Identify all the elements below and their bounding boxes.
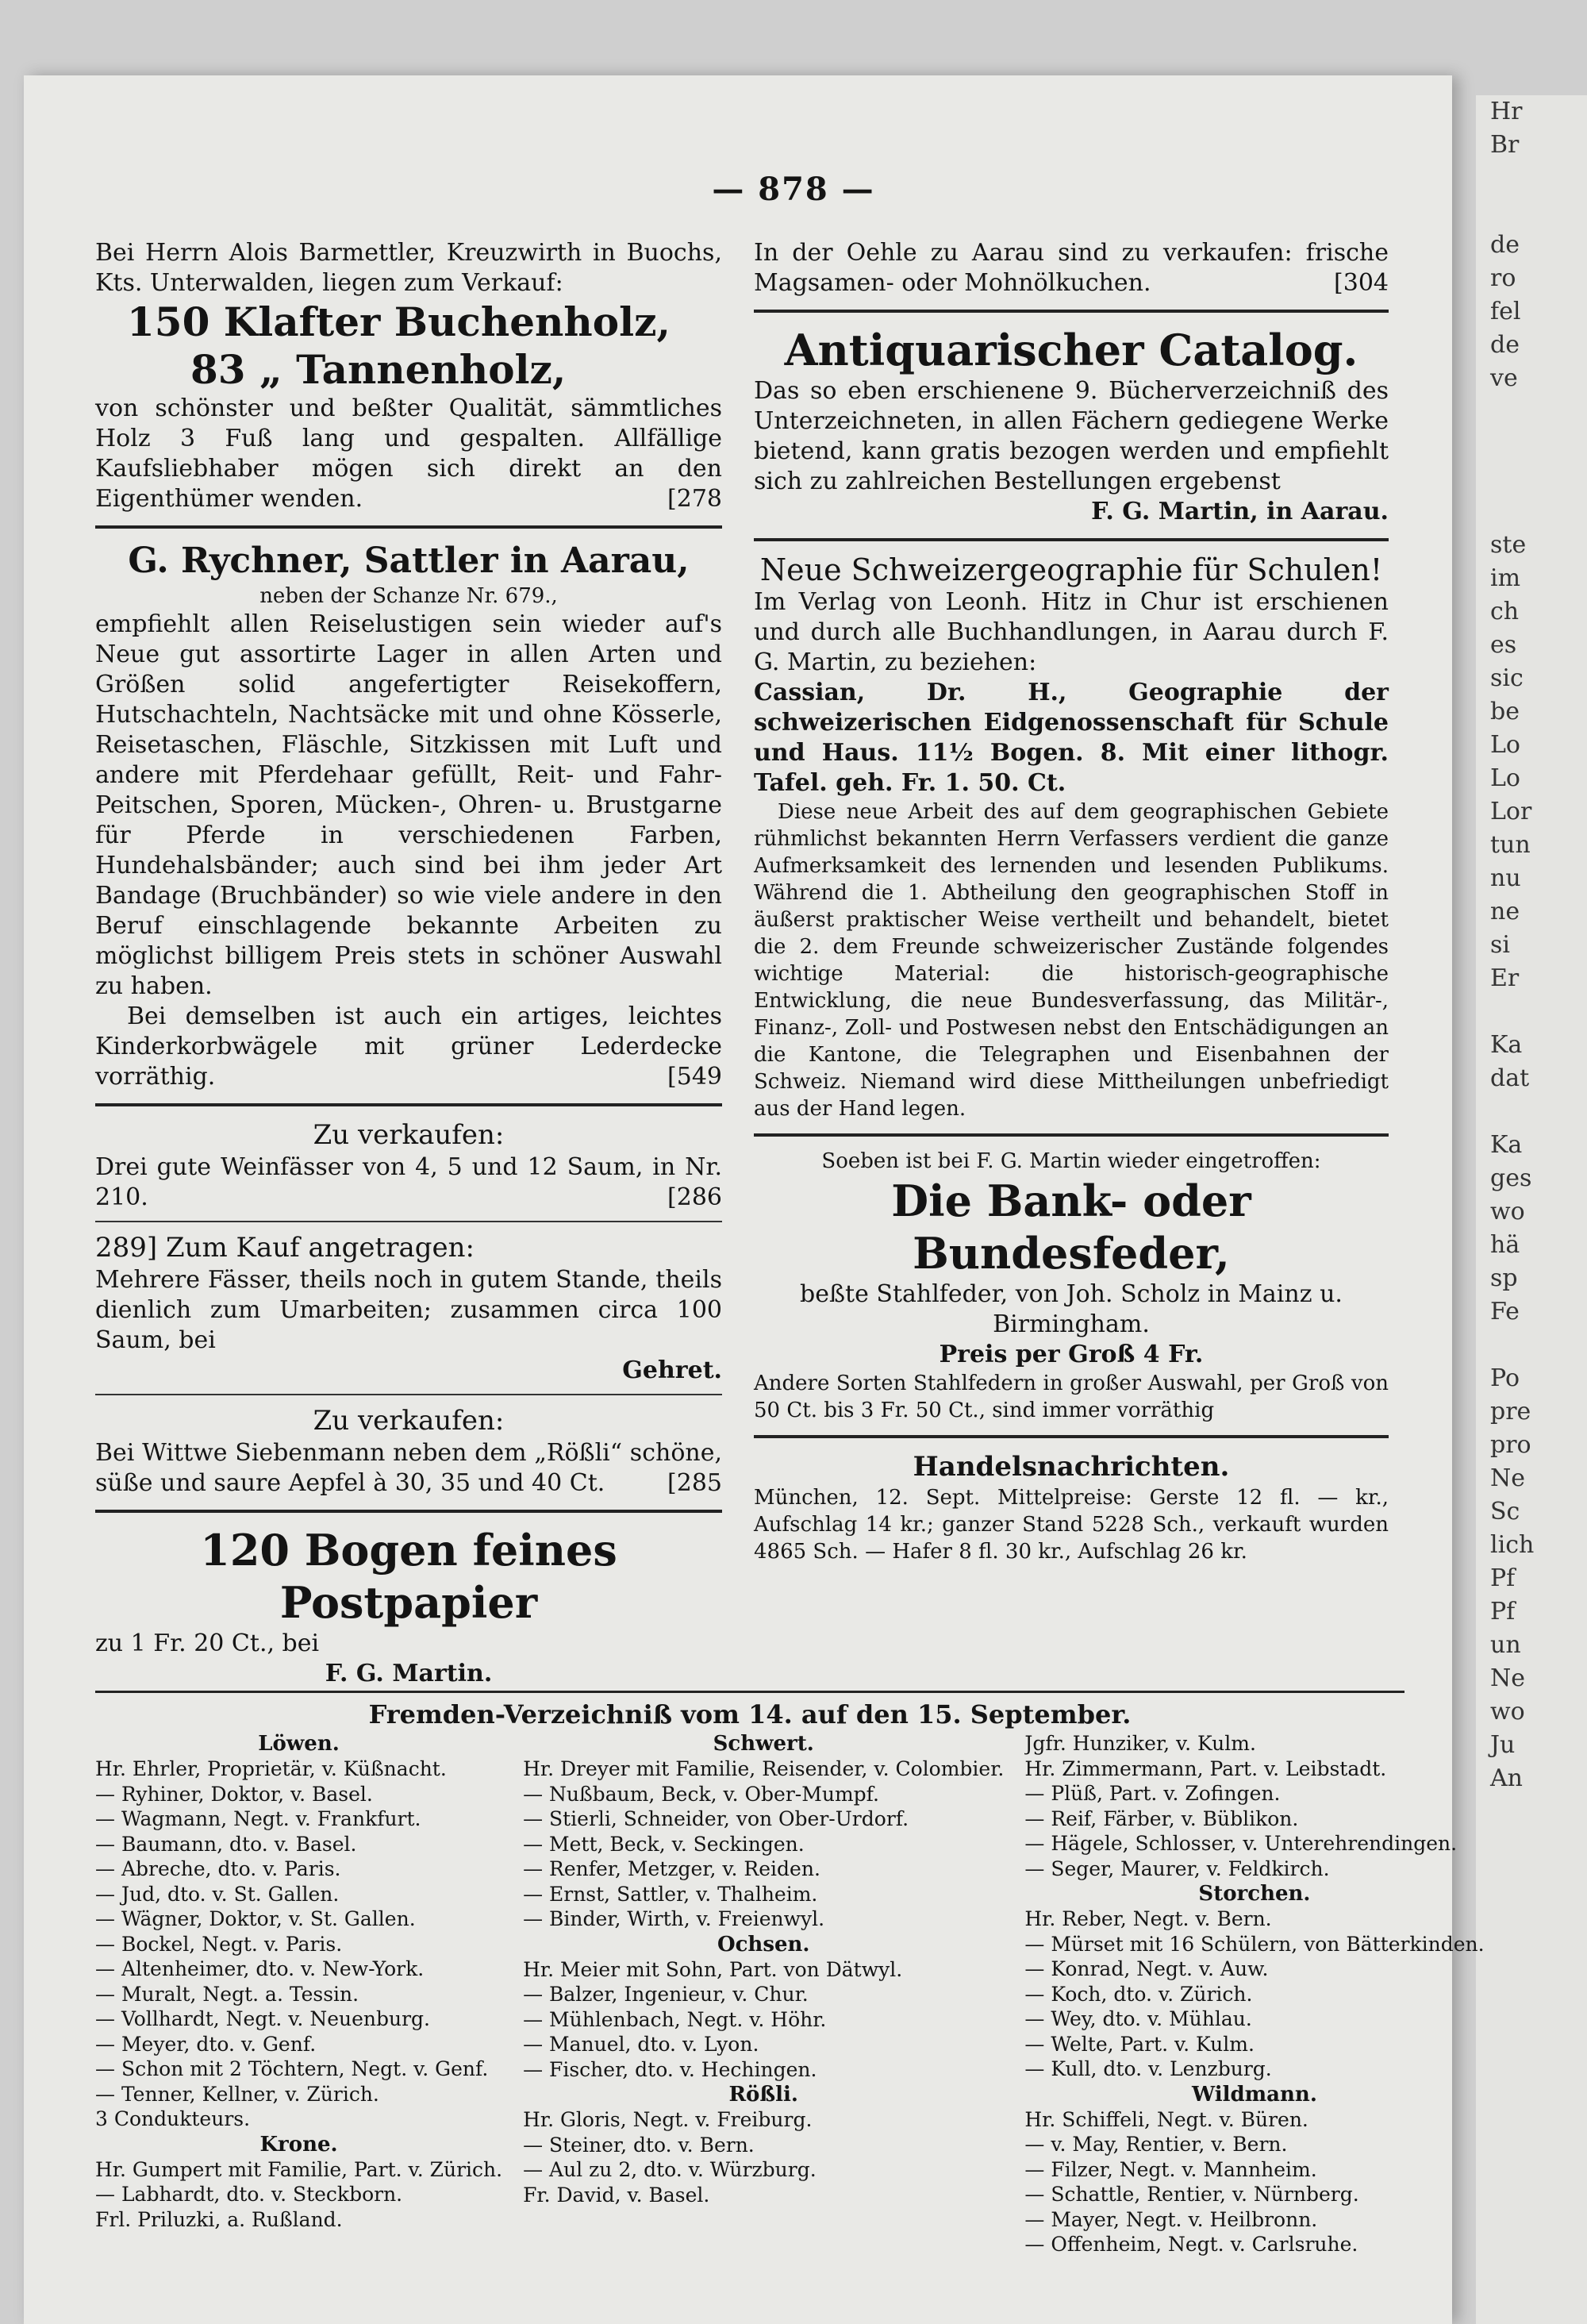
- strip-fragment: Ka: [1490, 1031, 1523, 1059]
- strip-fragment: Ka: [1490, 1131, 1523, 1159]
- ad-faesser1-ref: [286: [667, 1183, 722, 1211]
- strip-fragment: wo: [1490, 1198, 1525, 1225]
- guest-entry: Frl. Priluzki, a. Rußland.: [95, 2207, 343, 2231]
- ad-aepfel-heading: Zu verkaufen:: [313, 1405, 505, 1437]
- guest-entry: — Wey, dto. v. Mühlau.: [1024, 2007, 1252, 2030]
- divider: [95, 1394, 722, 1395]
- ad-faesser1: [95, 1118, 722, 1213]
- ad-feder-sub: beßte Stahlfeder, von Joh. Scholz in Mainz u. Birmingham.: [800, 1280, 1343, 1338]
- ad-faesser1-text: Drei gute Weinfässer von 4, 5 und 12 Saum, in Nr. 210.: [95, 1153, 722, 1211]
- guest-entry: — Wagmann, Negt. v. Frankfurt.: [95, 1807, 421, 1830]
- ad-holz-body: [95, 394, 722, 514]
- strip-fragment: [1476, 462, 1587, 495]
- ad-feder-intro: Soeben ist bei F. G. Martin wieder eingetroffen:: [821, 1149, 1321, 1173]
- right-column: [754, 238, 1389, 1570]
- ad-faesser2: [95, 1230, 722, 1386]
- divider: [754, 1133, 1389, 1137]
- strip-fragment: ne: [1490, 898, 1520, 925]
- guest-entry: — Filzer, Negt. v. Mannheim.: [1024, 2157, 1317, 2181]
- guest-entry: — Mett, Beck, v. Seckingen.: [523, 1832, 805, 1856]
- ad-papier-sig: F. G. Martin.: [325, 1660, 493, 1687]
- guest-entry: — Abreche, dto. v. Paris.: [95, 1857, 341, 1880]
- ad-papier-title: 120 Bogen feines Postpapier: [200, 1525, 617, 1628]
- strip-fragment: An: [1490, 1764, 1523, 1792]
- strip-fragment: sp: [1490, 1264, 1518, 1292]
- guest-entry: — Baumann, dto. v. Basel.: [95, 1832, 357, 1856]
- ad-holz: [95, 238, 722, 514]
- fremden-columns: [95, 1731, 1485, 2257]
- guest-entry: — Vollhardt, Negt. v. Neuenburg.: [95, 2007, 430, 2030]
- ad-oehle-text: In der Oehle zu Aarau sind zu verkaufen: frische Magsamen- oder Mohnölkuchen.: [754, 239, 1389, 297]
- guest-entry: — Kull, dto. v. Lenzburg.: [1024, 2057, 1272, 2080]
- fremden-title: Fremden-Verzeichniß vom 14. auf den 15. September.: [95, 1691, 1404, 1731]
- strip-fragment: Pf: [1490, 1564, 1516, 1592]
- strip-fragment: Lor: [1490, 798, 1532, 825]
- guest-entry: — Balzer, Ingenieur, v. Chur.: [523, 1983, 809, 2006]
- ad-catalog-sig: F. G. Martin, in Aarau.: [1091, 498, 1389, 525]
- guest-entry: — Mayer, Negt. v. Heilbronn.: [1024, 2207, 1318, 2231]
- strip-fragment: Br: [1490, 131, 1520, 159]
- ad-rychner-text2: Bei demselben ist auch ein artiges, leichtes Kinderkorbwägele mit grüner Lederdecke vorräthig.: [95, 1002, 722, 1091]
- strip-fragment: tun: [1490, 831, 1531, 859]
- ad-rychner-addr: neben der Schanze Nr. 679.,: [259, 584, 558, 608]
- guest-entry: — Plüß, Part. v. Zofingen.: [1024, 1782, 1281, 1805]
- guest-entry: — Labhardt, dto. v. Steckborn.: [95, 2183, 403, 2206]
- ad-oehle-body: [754, 238, 1389, 298]
- ad-feder-body: Andere Sorten Stahlfedern in großer Auswahl, per Groß von 50 Ct. bis 3 Fr. 50 Ct., sind immer vorräthig: [754, 1372, 1389, 1422]
- strip-fragment: un: [1490, 1631, 1521, 1659]
- hotel-name: Ochsen.: [717, 1932, 810, 1957]
- strip-fragment: Lo: [1490, 731, 1520, 759]
- strip-fragment: dat: [1490, 1064, 1530, 1092]
- guest-entry: — Welte, Part. v. Kulm.: [1024, 2032, 1255, 2056]
- ad-rychner: [95, 540, 722, 1092]
- ad-geo-book: Cassian, Dr. H., Geographie der schweizerischen Eidgenossenschaft für Schule und Haus. 11½ Bogen. 8. Mit einer lithogr. Tafel. geh. Fr. 1. 50. Ct.: [754, 679, 1389, 797]
- strip-fragment: ste: [1490, 531, 1527, 559]
- divider: [95, 1221, 722, 1222]
- hotel-name: Storchen.: [1198, 1882, 1311, 1906]
- divider: [95, 1510, 722, 1513]
- guest-entry: Hr. Reber, Negt. v. Bern.: [1024, 1907, 1272, 1930]
- guest-entry: — Offenheim, Negt. v. Carlsruhe.: [1024, 2233, 1358, 2256]
- hotel-name: Krone.: [259, 2132, 338, 2157]
- strip-fragment: sic: [1490, 664, 1524, 692]
- hotel-name: Löwen.: [258, 1732, 340, 1756]
- guest-entry: 3 Condukteurs.: [95, 2107, 251, 2130]
- ad-holz-ref: [278: [667, 485, 722, 513]
- guest-entry: Hr. Schiffeli, Negt. v. Büren.: [1024, 2107, 1308, 2131]
- guest-entry: — v. May, Rentier, v. Bern.: [1024, 2133, 1288, 2156]
- ad-aepfel-text: Bei Wittwe Siebenmann neben dem „Rößli“ schöne, süße und saure Aepfel à 30, 35 und 40 Ct.: [95, 1439, 722, 1497]
- ad-catalog-body: Das so eben erschienene 9. Bücherverzeichniß des Unterzeichneten, in allen Fächern gediegene Werke bietend, kann gratis bezogen werden und empfiehlt sich zu zahlreichen Bestellungen ergebenst: [754, 377, 1389, 495]
- guest-entry: — Reif, Färber, v. Büblikon.: [1024, 1806, 1299, 1830]
- strip-fragment: pro: [1490, 1431, 1531, 1459]
- ad-geo-body: Im Verlag von Leonh. Hitz in Chur ist erschienen und durch alle Buchhandlungen, in Aarau durch F. G. Martin, zu beziehen:: [754, 588, 1389, 676]
- ad-aepfel: [95, 1403, 722, 1499]
- strip-fragment: [1476, 995, 1587, 1029]
- guest-entry: — Nußbaum, Beck, v. Ober-Mumpf.: [523, 1782, 879, 1806]
- ad-faesser2-heading: 289] Zum Kauf angetragen:: [95, 1232, 475, 1264]
- strip-fragment: Hr: [1490, 98, 1523, 125]
- guest-entry: Hr. Zimmermann, Part. v. Leibstadt.: [1024, 1756, 1387, 1780]
- strip-fragment: [1476, 495, 1587, 529]
- strip-fragment: Ju: [1490, 1731, 1516, 1759]
- guest-entry: — Schon mit 2 Töchtern, Negt. v. Genf.: [95, 2057, 489, 2080]
- fremden-col-2: [523, 1731, 1004, 2257]
- ad-feder-title: Die Bank- oder Bundesfeder,: [891, 1175, 1251, 1279]
- ad-rychner-name: G. Rychner, Sattler in Aarau,: [128, 541, 690, 581]
- guest-entry: — Stierli, Schneider, von Ober-Urdorf.: [523, 1807, 909, 1830]
- ad-rychner-body2: [95, 1002, 722, 1092]
- guest-entry: Jgfr. Hunziker, v. Kulm.: [1024, 1732, 1256, 1755]
- guest-entry: — Meyer, dto. v. Genf.: [95, 2032, 317, 2056]
- guest-entry: — Binder, Wirth, v. Freienwyl.: [523, 1907, 825, 1930]
- guest-entry: — Koch, dto. v. Zürich.: [1024, 1982, 1253, 2006]
- guest-entry: Fr. David, v. Basel.: [523, 2183, 710, 2207]
- strip-fragment: nu: [1490, 864, 1521, 892]
- ad-papier: [95, 1524, 722, 1689]
- strip-fragment: Lo: [1490, 764, 1520, 792]
- fremden-col-3: [1024, 1731, 1484, 2257]
- strip-fragment: fel: [1490, 298, 1521, 325]
- divider: [754, 310, 1389, 313]
- ad-aepfel-ref: [285: [667, 1469, 722, 1497]
- guest-entry: — Jud, dto. v. St. Gallen.: [95, 1882, 340, 1906]
- ad-geo-title: Neue Schweizergeographie für Schulen!: [759, 552, 1383, 587]
- ad-feder-price: Preis per Groß 4 Fr.: [939, 1341, 1204, 1368]
- guest-entry: — Hägele, Schlosser, v. Unterehrendingen.: [1024, 1832, 1458, 1855]
- guest-entry: Hr. Gumpert mit Familie, Part. v. Zürich.: [95, 2157, 503, 2181]
- divider: [95, 525, 722, 529]
- hotel-name: Rößli.: [728, 2083, 798, 2107]
- handel-title: Handelsnachrichten.: [913, 1451, 1230, 1483]
- handel-body: München, 12. Sept. Mittelpreise: Gerste 12 fl. — kr., Aufschlag 14 kr.; ganzer Stand 5228 Sch., verkauft wurden 4865 Sch. — Hafer 8 fl. 30 kr., Aufschlag 26 kr.: [754, 1486, 1389, 1564]
- guest-entry: — Ryhiner, Doktor, v. Basel.: [95, 1782, 373, 1806]
- fremden-col-1: [95, 1731, 502, 2257]
- ad-oehle: [754, 238, 1389, 298]
- divider: [95, 1103, 722, 1106]
- strip-fragment: ges: [1490, 1164, 1532, 1192]
- guest-entry: Hr. Gloris, Negt. v. Freiburg.: [523, 2108, 813, 2131]
- strip-fragment: ro: [1490, 264, 1516, 292]
- ad-geo-desc: Diese neue Arbeit des auf dem geographischen Gebiete rühmlichst bekannten Herrn Verfassers verdient die ganze Aufmerksamkeit des lernenden und lesenden Publikums. Während die 1. Abtheilung den geographischen Stoff in äußerst praktischer Weise vertheilt und behandelt, bietet die 2. dem Freunde schweizerischer Zustände folgendes wichtige Material: die historisch-geographische Entwicklung, die neue Bundesverfassung, das Militär-, Finanz-, Zoll- und Postwesen nebst den Entschädigungen an die Kantone, die Telegraphen und Eisenbahnen der Schweiz. Niemand wird diese Mittheilungen unbefriedigt aus der Hand legen.: [754, 800, 1389, 1121]
- ad-papier-body: zu 1 Fr. 20 Ct., bei: [95, 1629, 320, 1657]
- hotel-name: Wildmann.: [1192, 2082, 1317, 2107]
- ad-geo: [754, 552, 1389, 1122]
- guest-entry: Hr. Ehrler, Proprietär, v. Küßnacht.: [95, 1757, 447, 1780]
- guest-entry: — Bockel, Negt. v. Paris.: [95, 1932, 343, 1956]
- strip-fragment: Sc: [1490, 1498, 1520, 1526]
- guest-entry: — Tenner, Kellner, v. Zürich.: [95, 2082, 379, 2106]
- left-column: [95, 238, 722, 1694]
- strip-fragment: de: [1490, 231, 1520, 259]
- ad-catalog: [754, 324, 1389, 527]
- strip-fragment: Pf: [1490, 1598, 1516, 1626]
- strip-fragment: de: [1490, 331, 1520, 359]
- ad-oehle-ref: [304: [1334, 269, 1389, 297]
- strip-fragment: hä: [1490, 1231, 1520, 1259]
- strip-fragment: be: [1490, 698, 1520, 725]
- ad-holz-text: von schönster und beßter Qualität, sämmtliches Holz 3 Fuß lang und gespalten. Allfällige Kaufsliebhaber mögen sich direkt an den Eigenthümer wenden.: [95, 394, 722, 513]
- strip-fragment: pre: [1490, 1398, 1531, 1426]
- strip-fragment: [1476, 1095, 1587, 1129]
- strip-fragment: ch: [1490, 598, 1520, 625]
- strip-fragment: Po: [1490, 1364, 1520, 1392]
- guest-entry: — Konrad, Negt. v. Auw.: [1024, 1957, 1269, 1980]
- guest-entry: — Renfer, Metzger, v. Reiden.: [523, 1857, 820, 1880]
- guest-entry: — Mürset mit 16 Schülern, von Bätterkinden.: [1024, 1932, 1485, 1956]
- strip-fragment: es: [1490, 631, 1517, 659]
- ad-holz-line2: 83 „ Tannenholz,: [190, 346, 567, 393]
- guest-entry: Hr. Meier mit Sohn, Part. von Dätwyl.: [523, 1957, 903, 1981]
- strip-fragment: si: [1490, 931, 1510, 959]
- strip-fragment: [1476, 429, 1587, 462]
- ad-rychner-body: empfiehlt allen Reiselustigen sein wieder auf's Neue gut assortirte Lager in allen Arten und Größen solid angefertigter Reisekoffern, Hutschachteln, Nachtsäcke mit und ohne Kösserle, Reisetaschen, Fläschle, Sitzkissen mit Luft und andere mit Pferdehaar gefüllt, Reit- und Fahr-Peitschen, Sporen, Mücken-, Ohren- u. Brustgarne für Pferde in verschiedenen Farben, Hundehalsbänder; auch sind bei ihm jeder Art Bandage (Bruchbänder) so wie viele andere in den Beruf einschlagende bekannte Arbeiten zu möglichst billigem Preis stets in schöner Auswahl zu haben.: [95, 610, 722, 1000]
- handel: [754, 1449, 1389, 1565]
- guest-entry: — Muralt, Negt. a. Tessin.: [95, 1982, 359, 2006]
- strip-fragment: Er: [1490, 964, 1520, 992]
- strip-fragment: lich: [1490, 1531, 1535, 1559]
- strip-fragment: ve: [1490, 364, 1518, 392]
- divider: [754, 538, 1389, 541]
- strip-fragment: Fe: [1490, 1298, 1520, 1326]
- strip-fragment: [1476, 395, 1587, 429]
- divider: [754, 1435, 1389, 1438]
- guest-entry: — Fischer, dto. v. Hechingen.: [523, 2057, 817, 2081]
- ad-faesser2-sig: Gehret.: [622, 1356, 722, 1384]
- ad-holz-intro: Bei Herrn Alois Barmettler, Kreuzwirth in Buochs, Kts. Unterwalden, liegen zum Verkauf:: [95, 239, 722, 297]
- guest-entry: Hr. Dreyer mit Familie, Reisender, v. Colombier.: [523, 1757, 1005, 1780]
- ad-catalog-title: Antiquarischer Catalog.: [784, 325, 1358, 375]
- guest-entry: — Ernst, Sattler, v. Thalheim.: [523, 1882, 818, 1906]
- strip-fragment: Ne: [1490, 1664, 1526, 1692]
- guest-entry: — Wägner, Doktor, v. St. Gallen.: [95, 1907, 416, 1930]
- guest-entry: — Seger, Maurer, v. Feldkirch.: [1024, 1857, 1330, 1880]
- guest-entry: — Mühlenbach, Negt. v. Höhr.: [523, 2007, 827, 2031]
- adjacent-page-strip: [1476, 95, 1587, 2324]
- ad-faesser2-body: Mehrere Fässer, theils noch in gutem Stande, theils dienlich zum Umarbeiten; zusammen circa 100 Saum, bei: [95, 1266, 722, 1354]
- guest-entry: — Manuel, dto. v. Lyon.: [523, 2033, 759, 2056]
- ad-aepfel-body: [95, 1438, 722, 1499]
- guest-entry: — Steiner, dto. v. Bern.: [523, 2133, 755, 2157]
- strip-fragment: [1476, 1329, 1587, 1362]
- guest-entry: — Altenheimer, dto. v. New-York.: [95, 1957, 425, 1980]
- page-number: — 878 —: [712, 171, 875, 208]
- strip-fragment: Ne: [1490, 1464, 1526, 1492]
- hotel-name: Schwert.: [713, 1732, 814, 1756]
- ad-rychner-ref: [549: [667, 1063, 722, 1091]
- ad-holz-line1: 150 Klafter Buchenholz,: [127, 298, 671, 345]
- strip-fragment: wo: [1490, 1698, 1525, 1726]
- ad-faesser1-body: [95, 1152, 722, 1213]
- guest-entry: — Aul zu 2, dto. v. Würzburg.: [523, 2158, 817, 2181]
- strip-fragment: im: [1490, 564, 1521, 592]
- fremden-verzeichnis: [95, 1691, 1485, 2257]
- ad-faesser1-heading: Zu verkaufen:: [313, 1119, 505, 1151]
- ad-feder: [754, 1148, 1389, 1424]
- guest-entry: — Schattle, Rentier, v. Nürnberg.: [1024, 2183, 1359, 2206]
